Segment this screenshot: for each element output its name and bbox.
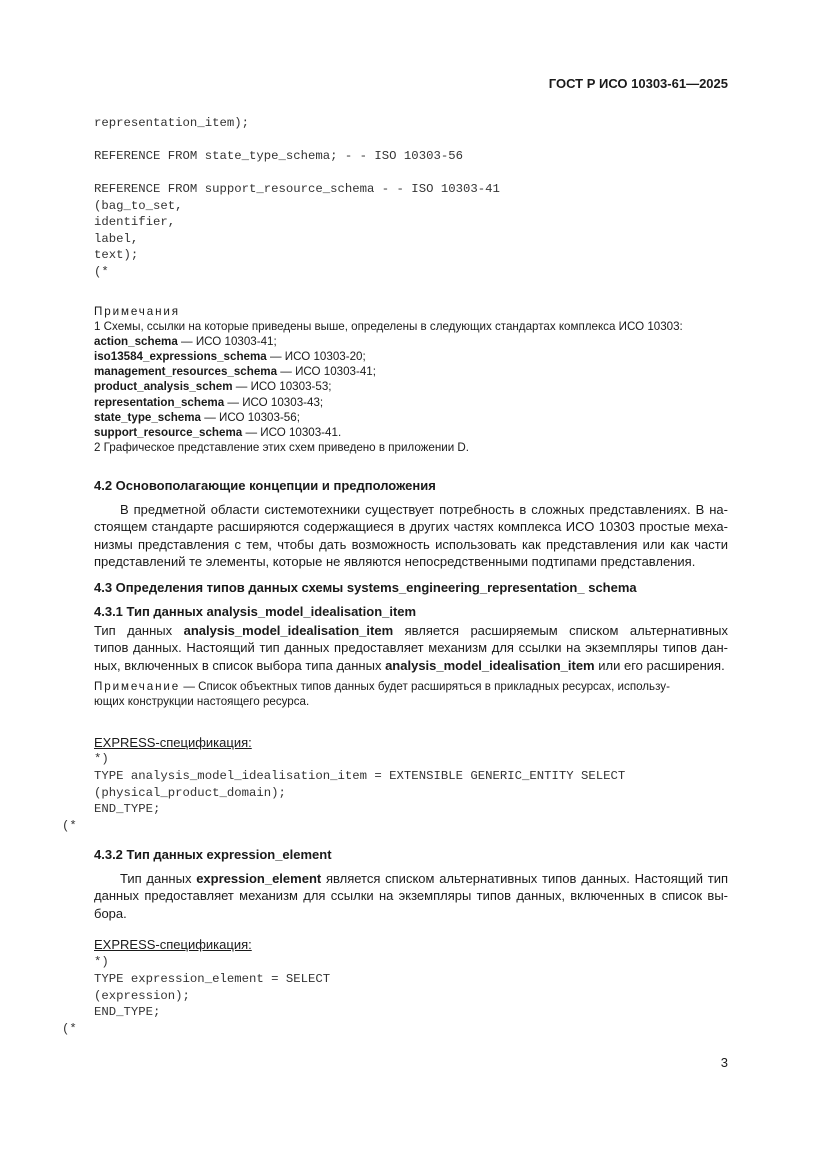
schema-ref [94, 365, 376, 378]
express-spec-label: EXPRESS-спецификация: [94, 937, 252, 952]
code-line: (expression); [94, 989, 190, 1003]
section-heading-4-3-2: 4.3.2 Тип данных expression_element [94, 847, 332, 862]
schema-name: product_analysis_schem [94, 380, 233, 393]
schema-ref [94, 350, 366, 363]
paragraph-line: Тип данных analysis_model_idealisation_item является расширяемым списком альтернативных [94, 623, 728, 638]
code-line: label, [94, 232, 139, 246]
schema-iso-ref: — ИСО 10303-43; [224, 396, 324, 409]
code-line: (* [62, 819, 77, 833]
section-4-3-1-paragraph [94, 622, 728, 674]
note-431-continued: ющих конструкции настоящего ресурса. [94, 695, 310, 708]
note-item-2: 2 Графическое представление этих схем приведено в приложении D. [94, 441, 470, 454]
notes-label: Примечания [94, 305, 180, 318]
express-spec-label: EXPRESS-спецификация: [94, 735, 252, 750]
code-line: representation_item); [94, 116, 249, 130]
note-text: — Список объектных типов данных будет расширяться в прикладных ресурсах, использу- [180, 680, 670, 693]
document-header-title: ГОСТ Р ИСО 10303-61—2025 [548, 76, 728, 91]
note-431 [94, 680, 670, 693]
paragraph-line: стоящем стандарте расширяются содержащиеся в других частях комплекса ИСО 10303 простые меха- [94, 519, 728, 535]
code-line: (* [62, 1022, 77, 1036]
paragraph-line: ных, включенных в список выбора типа данных analysis_model_idealisation_item или его расширения. [94, 657, 725, 673]
section-4-2-paragraph [94, 501, 728, 571]
page-number: 3 [720, 1055, 728, 1070]
schema-ref [94, 380, 332, 393]
paragraph-line: бора. [94, 905, 127, 921]
schema-name: support_resource_schema [94, 426, 243, 439]
paragraph-line: В предметной области системотехники существует потребность в сложных представлениях. В на- [120, 502, 728, 517]
schema-name: action_schema [94, 335, 178, 348]
paragraph-line: низмы представления с тем, чтобы дать возможность использовать как представления или как части [94, 536, 728, 552]
note-label: Примечание [94, 680, 181, 693]
paragraph-line: типов данных. Настоящий тип данных предоставляет механизм для ссылки на экземпляры типов дан- [94, 640, 728, 656]
code-line: *) [94, 955, 109, 969]
code-line: TYPE expression_element = SELECT [94, 972, 331, 986]
schema-name: iso13584_expressions_schema [94, 350, 267, 363]
code-line: text); [94, 248, 139, 262]
code-line: (bag_to_set, [94, 199, 183, 213]
code-line: identifier, [94, 215, 176, 229]
type-name: expression_element [196, 871, 322, 886]
schema-iso-ref: — ИСО 10303-20; [266, 350, 366, 363]
paragraph-line: данных предоставляет механизм для ссылки на экземпляры типов данных, включенных в список вы- [94, 888, 728, 904]
schema-iso-ref: — ИСО 10303-41. [242, 426, 342, 439]
code-line: REFERENCE FROM support_resource_schema - - ISO 10303-41 [94, 182, 500, 196]
schema-ref [94, 426, 341, 439]
code-line: (* [94, 265, 109, 279]
section-4-3-2-paragraph [94, 870, 728, 922]
schema-name: management_resources_schema [94, 365, 278, 378]
paragraph-line: представлений те элементы, которые не являются непосредственными подтипами представления. [94, 554, 696, 570]
code-line: TYPE analysis_model_idealisation_item = EXTENSIBLE GENERIC_ENTITY SELECT [94, 769, 626, 783]
schema-iso-ref: — ИСО 10303-41; [277, 365, 376, 378]
schema-name: representation_schema [94, 396, 225, 409]
code-line: REFERENCE FROM state_type_schema; - - ISO 10303-56 [94, 149, 463, 163]
section-heading-4-2: 4.2 Основополагающие концепции и предположения [94, 478, 436, 493]
code-line: END_TYPE; [94, 1005, 161, 1019]
schema-ref [94, 411, 300, 424]
schema-ref [94, 396, 323, 409]
type-name: analysis_model_idealisation_item [183, 623, 394, 638]
section-heading-4-3: 4.3 Определения типов данных схемы systems_engineering_representation_ schema [94, 580, 637, 595]
schema-iso-ref: — ИСО 10303-53; [232, 380, 332, 393]
schema-iso-ref: — ИСО 10303-56; [200, 411, 300, 424]
schema-name: state_type_schema [94, 411, 201, 424]
section-heading-4-3-1: 4.3.1 Тип данных analysis_model_idealisation_item [94, 604, 417, 619]
type-name: analysis_model_idealisation_item [385, 657, 595, 673]
paragraph-line: Тип данных expression_element является списком альтернативных типов данных. Настоящий тип [120, 871, 728, 886]
code-line: *) [94, 752, 109, 766]
code-line: END_TYPE; [94, 802, 161, 816]
schema-ref [94, 335, 277, 348]
code-line: (physical_product_domain); [94, 786, 286, 800]
note-item-1: 1 Схемы, ссылки на которые приведены выше, определены в следующих стандартах комплекса ИСО 10303: [94, 320, 683, 333]
schema-iso-ref: — ИСО 10303-41; [177, 335, 277, 348]
